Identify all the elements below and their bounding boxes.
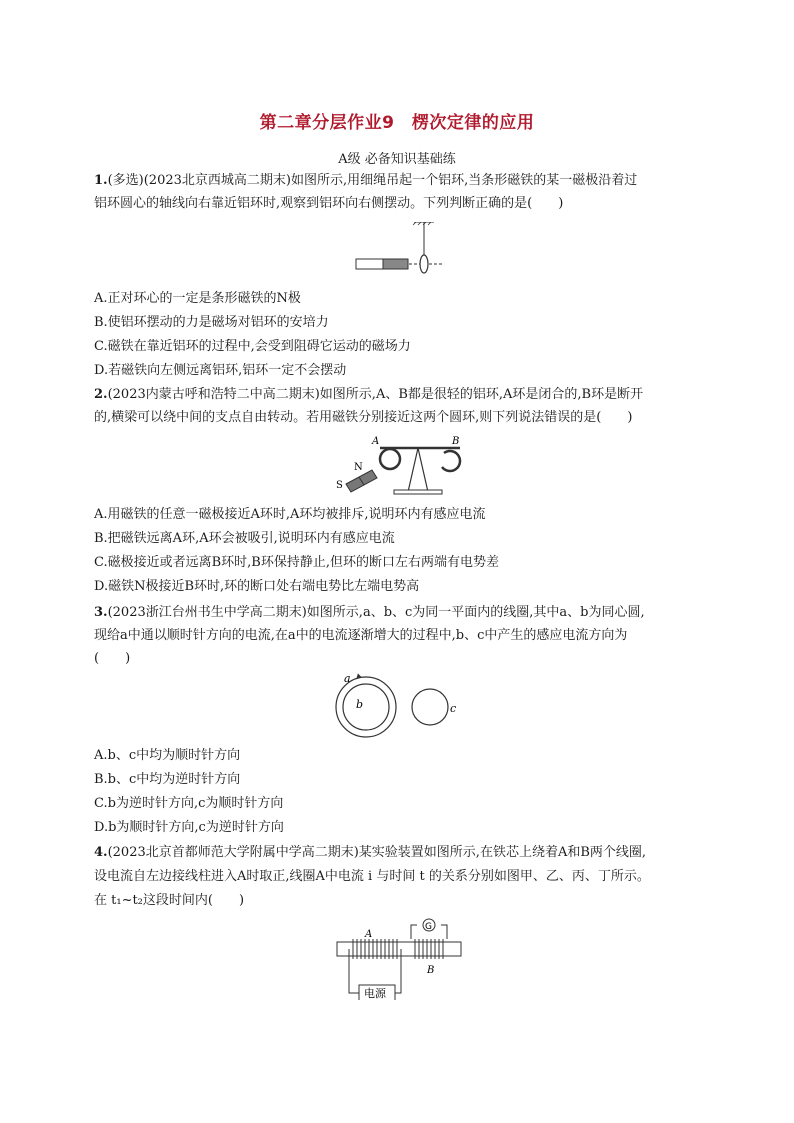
section-heading: A级 必备知识基础练 <box>338 152 456 167</box>
q2-option-c: C.磁极接近或者远离B环时,B环保持静止,但环的断口左右两端有电势差 <box>94 555 499 570</box>
q1-stem-text1: (多选)(2023北京西城高二期末)如图所示,用细绳吊起一个铝环,当条形磁铁的某一磁极沿着过 <box>107 173 638 188</box>
q4-stem-line3: 在 t₁~t₂这段时间内( ) <box>94 893 245 908</box>
q3-option-b: B.b、c中均为逆时针方向 <box>94 772 241 787</box>
q4-stem-line1 <box>94 844 646 862</box>
q2-option-b: B.把磁铁远离A环,A环会被吸引,说明环内有感应电流 <box>94 531 395 546</box>
q1-option-b: B.使铝环摆动的力是磁场对铝环的安培力 <box>94 315 329 330</box>
q2-option-a: A.用磁铁的任意一磁极接近A环时,A环均被排斥,说明环内有感应电流 <box>94 507 486 522</box>
q4-power-label: 电源 <box>364 987 386 1000</box>
q4-stem-text1: (2023北京首都师范大学附属中学高二期末)某实验装置如图所示,在铁芯上绕着A和B两个线圈, <box>107 845 647 860</box>
q3-label-b: b <box>356 698 364 711</box>
q2-label-b: B <box>452 436 460 447</box>
q3-stem-text1: (2023浙江台州书生中学高二期末)如图所示,a、b、c为同一平面内的线圈,其中a、b为同心圆, <box>107 605 645 620</box>
q2-label-n: N <box>354 462 363 473</box>
q3-label-c: c <box>450 702 457 715</box>
q1-option-d: D.若磁铁向左侧远离铝环,铝环一定不会摆动 <box>94 363 347 378</box>
q1-option-c: C.磁铁在靠近铝环的过程中,会受到阻碍它运动的磁场力 <box>94 339 411 354</box>
q1-stem-line2: 铝环圆心的轴线向右靠近铝环时,观察到铝环向右侧摆动。下列判断正确的是( ) <box>94 196 564 211</box>
q4-label-b: B <box>427 965 435 976</box>
q2-label-s: S <box>336 480 343 491</box>
q1-option-a: A.正对环心的一定是条形磁铁的N极 <box>94 291 301 306</box>
q3-stem-line1 <box>94 604 645 622</box>
q3-stem-line3: ( ) <box>94 651 131 666</box>
q1-number: 1. <box>94 173 108 188</box>
q2-stem-text1: (2023内蒙古呼和浩特二中高二期末)如图所示,A、B都是很轻的铝环,A环是闭合的,B环是断开 <box>107 387 644 402</box>
q2-figure-beam-rings <box>330 434 470 496</box>
q4-label-a: A <box>365 929 373 940</box>
q3-number: 3. <box>94 605 108 620</box>
q2-option-d: D.磁铁N极接近B环时,环的断口处右端电势比左端电势高 <box>94 579 420 594</box>
q2-stem-line2: 的,横梁可以绕中间的支点自由转动。若用磁铁分别接近这两个圆环,则下列说法错误的是( ) <box>94 410 633 425</box>
q3-option-a: A.b、c中均为顺时针方向 <box>94 748 241 763</box>
q1-figure-magnet-ring <box>350 222 450 274</box>
q3-label-a: a <box>344 672 351 685</box>
q1-stem-line1 <box>94 172 637 190</box>
page-title: 第二章分层作业9 楞次定律的应用 <box>259 113 535 133</box>
q4-stem-line2: 设电流自左边接线柱进入A时取正,线圈A中电流 i 与时间 t 的关系分别如图甲、乙、丙、丁所示。 <box>94 869 650 884</box>
q3-option-d: D.b为顺时针方向,c为逆时针方向 <box>94 820 284 835</box>
q2-number: 2. <box>94 387 108 402</box>
q3-stem-line2: 现给a中通以顺时针方向的电流,在a中的电流逐渐增大的过程中,b、c中产生的感应电流方向为 <box>94 628 628 643</box>
q2-label-a: A <box>372 436 380 447</box>
q4-label-g: G <box>425 922 432 932</box>
q2-stem-line1 <box>94 386 643 404</box>
q3-figure-coils <box>330 672 460 742</box>
q4-number: 4. <box>94 845 108 860</box>
q4-figure-coil-circuit <box>335 915 465 1000</box>
q3-option-c: C.b为逆时针方向,c为顺时针方向 <box>94 796 284 811</box>
